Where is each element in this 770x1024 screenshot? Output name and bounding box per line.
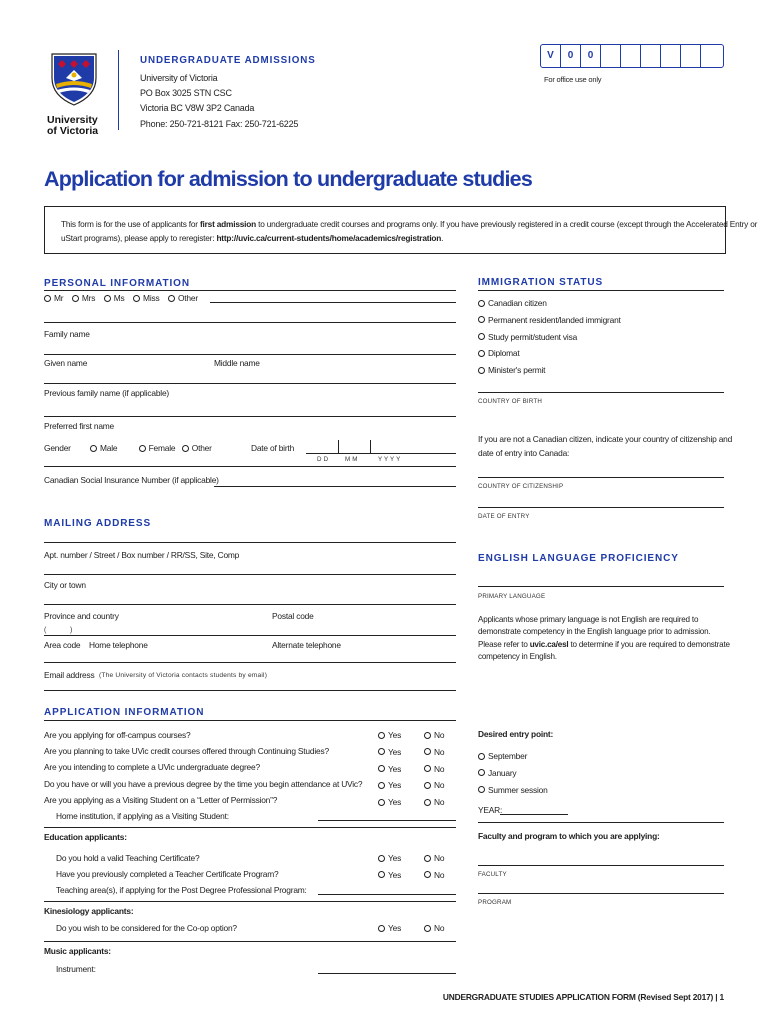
address-line: Phone: 250-721-8121 Fax: 250-721-6225	[140, 118, 299, 129]
area-code-paren-close: )	[70, 627, 73, 634]
intro-line: uStart programs), please apply to reregister: http://uvic.ca/current-students/home/academics/registration.	[61, 232, 444, 243]
title-other-field[interactable]	[210, 302, 456, 303]
radio-icon	[378, 748, 385, 755]
dob-divider	[338, 440, 339, 454]
dob-label: Date of birth	[251, 443, 295, 453]
question-continuing-studies: Are you planning to take UVic credit courses offered through Continuing Studies?	[44, 746, 329, 757]
intro-line: This form is for the use of applicants for first admission to undergraduate credit courses and programs only. If you have previously registered in a credit course (except through the Accelerated Entry or	[61, 219, 758, 229]
title-miss-radio[interactable]: Miss	[133, 293, 159, 303]
area-code-paren-open: (	[44, 627, 47, 634]
radio-icon	[424, 799, 431, 806]
immigration-study-permit-radio[interactable]: Study permit/student visa	[478, 329, 577, 345]
q2-no-radio[interactable]: No	[424, 744, 444, 760]
radio-icon	[478, 367, 485, 374]
header-divider	[118, 50, 119, 130]
title-mr-radio[interactable]: Mr	[44, 293, 63, 303]
home-phone-label: Home telephone	[89, 640, 148, 650]
music-heading: Music applicants:	[44, 946, 111, 956]
title-other-radio[interactable]: Other	[168, 293, 198, 303]
preferred-first-name-label: Preferred first name	[44, 421, 115, 431]
page-title: Application for admission to undergraduate studies	[44, 167, 532, 191]
question-undergrad-degree: Are you intending to complete a UVic undergraduate degree?	[44, 762, 260, 773]
instrument-field[interactable]	[318, 973, 456, 974]
application-heading: APPLICATION INFORMATION	[44, 707, 205, 718]
entry-options	[478, 748, 548, 798]
country-birth-field[interactable]	[478, 392, 724, 393]
radio-icon	[90, 445, 97, 452]
q5-no-radio[interactable]: No	[424, 794, 444, 810]
registration-link[interactable]: http://uvic.ca/current-students/home/academics/registration	[216, 232, 442, 243]
address-line: PO Box 3025 STN CSC	[140, 88, 232, 99]
area-code-label: Area code	[44, 640, 81, 650]
title-mrs-radio[interactable]: Mrs	[72, 293, 95, 303]
question-teacher-program: Have you previously completed a Teacher Certificate Program?	[56, 869, 279, 880]
date-entry-field[interactable]	[478, 507, 724, 508]
q4-yes-radio[interactable]: Yes	[378, 777, 401, 793]
heading-rule	[44, 542, 456, 543]
entry-summer-radio[interactable]: Summer session	[478, 782, 548, 798]
heading-rule	[478, 290, 724, 291]
radio-icon	[478, 769, 485, 776]
radio-icon	[378, 871, 385, 878]
office-code-cell: 0	[561, 45, 581, 67]
radio-icon	[478, 786, 485, 793]
radio-icon	[424, 748, 431, 755]
heading-rule	[44, 290, 456, 291]
gender-female-radio[interactable]: Female	[139, 443, 176, 453]
address-block	[140, 71, 298, 132]
instrument-label: Instrument:	[56, 964, 96, 974]
coop-yes-radio[interactable]: Yes	[378, 923, 401, 933]
section-rule	[44, 941, 456, 942]
country-birth-label: COUNTRY OF BIRTH	[478, 398, 543, 405]
question-teaching-certificate: Do you hold a valid Teaching Certificate?	[56, 853, 200, 863]
sin-label: Canadian Social Insurance Number (if applicable)	[44, 475, 219, 485]
radio-icon	[139, 445, 146, 452]
education-questions	[56, 850, 307, 899]
email-label: Email address	[44, 670, 95, 680]
office-code-cell	[601, 45, 621, 67]
question-visiting-student: Are you applying as a Visiting Student on a “Letter of Permission”?	[44, 794, 278, 805]
entry-heading: Desired entry point:	[478, 729, 554, 739]
radio-icon	[424, 871, 431, 878]
mailing-heading: MAILING ADDRESS	[44, 518, 152, 529]
english-heading: ENGLISH LANGUAGE PROFICIENCY	[478, 553, 679, 564]
title-options	[44, 293, 198, 304]
year-field[interactable]	[500, 814, 568, 815]
radio-icon	[424, 732, 431, 739]
office-code-cell	[681, 45, 701, 67]
radio-icon	[478, 753, 485, 760]
office-use-box	[540, 44, 724, 68]
sin-field[interactable]	[214, 486, 456, 487]
q1-yes-radio[interactable]: Yes	[378, 727, 401, 743]
immigration-citizen-radio[interactable]: Canadian citizen	[478, 295, 547, 311]
immigration-ministers-permit-radio[interactable]: Minister's permit	[478, 362, 545, 378]
esl-link[interactable]: uvic.ca/esl	[529, 639, 569, 649]
immigration-heading: IMMIGRATION STATUS	[478, 277, 604, 288]
email-note: (The University of Victoria contacts students by email)	[99, 672, 268, 679]
q3-yes-radio[interactable]: Yes	[378, 761, 401, 777]
office-code-cell	[641, 45, 661, 67]
section-rule	[44, 827, 456, 828]
education-heading: Education applicants:	[44, 832, 127, 842]
coop-no-radio[interactable]: No	[424, 923, 444, 933]
alt-phone-label: Alternate telephone	[272, 640, 341, 650]
faculty-field[interactable]	[478, 865, 724, 866]
immigration-diplomat-radio[interactable]: Diplomat	[478, 345, 519, 361]
radio-icon	[478, 350, 485, 357]
office-code-cell: 0	[581, 45, 601, 67]
primary-language-field[interactable]	[478, 586, 724, 587]
radio-icon	[378, 925, 385, 932]
address-line: University of Victoria	[140, 73, 218, 83]
crest-icon	[44, 48, 104, 108]
radio-icon	[378, 855, 385, 862]
no-column	[424, 727, 444, 811]
heading-rule	[44, 720, 456, 721]
office-code-cell	[701, 45, 723, 67]
english-note-line: Please refer to uvic.ca/esl to determine if you are required to demonstrate	[478, 639, 730, 649]
radio-icon	[424, 925, 431, 932]
radio-icon	[478, 300, 485, 307]
radio-icon	[378, 765, 385, 772]
section-rule	[44, 901, 456, 902]
office-code-cell	[661, 45, 681, 67]
university-name: University of Victoria	[47, 114, 99, 137]
office-code-cell	[621, 45, 641, 67]
radio-icon	[378, 799, 385, 806]
radio-icon	[424, 765, 431, 772]
personal-heading: PERSONAL INFORMATION	[44, 278, 190, 289]
kinesiology-heading: Kinesiology applicants:	[44, 906, 134, 916]
radio-icon	[478, 333, 485, 340]
city-field[interactable]	[44, 604, 456, 605]
radio-icon	[104, 295, 111, 302]
entry-january-radio[interactable]: January	[478, 765, 516, 781]
q3-no-radio[interactable]: No	[424, 761, 444, 777]
application-questions	[44, 727, 362, 824]
edu2-no-radio[interactable]: No	[424, 867, 444, 883]
radio-icon	[44, 295, 51, 302]
edu1-yes-radio[interactable]: Yes	[378, 850, 401, 866]
postal-label: Postal code	[272, 611, 314, 621]
gender-label: Gender	[44, 443, 71, 453]
q1-no-radio[interactable]: No	[424, 727, 444, 743]
radio-icon	[378, 782, 385, 789]
dob-year-hint: Y Y Y Y	[378, 456, 401, 463]
radio-icon	[168, 295, 175, 302]
gender-rule	[44, 466, 456, 467]
radio-icon	[182, 445, 189, 452]
dob-field[interactable]	[306, 440, 456, 454]
email-field[interactable]	[44, 690, 456, 691]
radio-icon	[478, 316, 485, 323]
given-name-label: Given name	[44, 358, 88, 368]
edu2-yes-radio[interactable]: Yes	[378, 867, 401, 883]
dept-title: UNDERGRADUATE ADMISSIONS	[140, 55, 316, 66]
q2-yes-radio[interactable]: Yes	[378, 744, 401, 760]
given-name-field[interactable]	[44, 383, 456, 384]
gender-other-radio[interactable]: Other	[182, 443, 212, 453]
gender-options	[90, 443, 212, 454]
address-line: Victoria BC V8W 3P2 Canada	[140, 103, 255, 114]
radio-icon	[133, 295, 140, 302]
radio-icon	[72, 295, 79, 302]
gender-male-radio[interactable]: Male	[90, 443, 117, 453]
faculty-heading: Faculty and program to which you are applying:	[478, 831, 660, 841]
faculty-label: FACULTY	[478, 871, 507, 878]
teaching-areas-label: Teaching area(s), if applying for the Post Degree Professional Program:	[56, 885, 307, 896]
home-institution-field[interactable]	[318, 820, 456, 821]
middle-name-label: Middle name	[214, 358, 260, 368]
family-name-field[interactable]	[44, 354, 456, 355]
primary-language-label: PRIMARY LANGUAGE	[478, 593, 546, 600]
dob-month-hint: M M	[345, 456, 358, 463]
intro-box	[44, 206, 758, 254]
title-ms-radio[interactable]: Ms	[104, 293, 125, 303]
edu1-no-radio[interactable]: No	[424, 850, 444, 866]
question-previous-degree: Do you have or will you have a previous degree by the time you begin attendance at UVic?	[44, 778, 363, 789]
date-entry-label: DATE OF ENTRY	[478, 513, 530, 520]
office-note: For office use only	[544, 75, 602, 84]
home-institution-label: Home institution, if applying as a Visiting Student:	[56, 811, 229, 822]
section-rule	[478, 822, 724, 823]
province-field[interactable]	[44, 635, 456, 636]
previous-family-name-label: Previous family name (if applicable)	[44, 388, 169, 398]
dob-day-hint: D D	[317, 456, 329, 463]
citizenship-label: COUNTRY OF CITIZENSHIP	[478, 483, 564, 490]
q5-yes-radio[interactable]: Yes	[378, 794, 401, 810]
english-note: Applicants whose primary language is not English are required to demonstrate competency in the English language prior to admission. Please refer to uvic.ca/esl to determine if you are required to demonstrate competency in English.	[478, 615, 730, 662]
education-no-column	[424, 850, 444, 884]
yes-column	[378, 727, 401, 811]
family-name-label: Family name	[44, 329, 90, 339]
entry-september-radio[interactable]: September	[478, 748, 527, 764]
street-field[interactable]	[44, 574, 456, 575]
program-field[interactable]	[478, 893, 724, 894]
field-rule	[44, 322, 456, 323]
street-label: Apt. number / Street / Box number / RR/SS, Site, Comp	[44, 550, 240, 560]
page-footer: UNDERGRADUATE STUDIES APPLICATION FORM (Revised Sept 2017) | 1	[442, 992, 724, 1002]
year-label: YEAR:	[478, 805, 503, 815]
question-coop: Do you wish to be considered for the Co-op option?	[56, 923, 237, 933]
program-label: PROGRAM	[478, 899, 512, 906]
previous-family-name-field[interactable]	[44, 416, 456, 417]
province-label: Province and country	[44, 611, 119, 621]
radio-icon	[424, 782, 431, 789]
citizenship-field[interactable]	[478, 477, 724, 478]
city-label: City or town	[44, 580, 86, 590]
immigration-options	[478, 295, 621, 379]
question-off-campus: Are you applying for off-campus courses?	[44, 730, 191, 740]
radio-icon	[378, 732, 385, 739]
radio-icon	[424, 855, 431, 862]
q4-no-radio[interactable]: No	[424, 777, 444, 793]
phone-field[interactable]	[44, 662, 456, 663]
university-logo	[44, 48, 104, 137]
dob-divider	[370, 440, 371, 454]
education-yes-column	[378, 850, 401, 884]
teaching-areas-field[interactable]	[318, 894, 456, 895]
immigration-permanent-radio[interactable]: Permanent resident/landed immigrant	[478, 312, 621, 328]
immigration-note: If you are not a Canadian citizen, indicate your country of citizenship and date of entry into Canada:	[478, 434, 733, 458]
office-code-cell: V	[541, 45, 561, 67]
